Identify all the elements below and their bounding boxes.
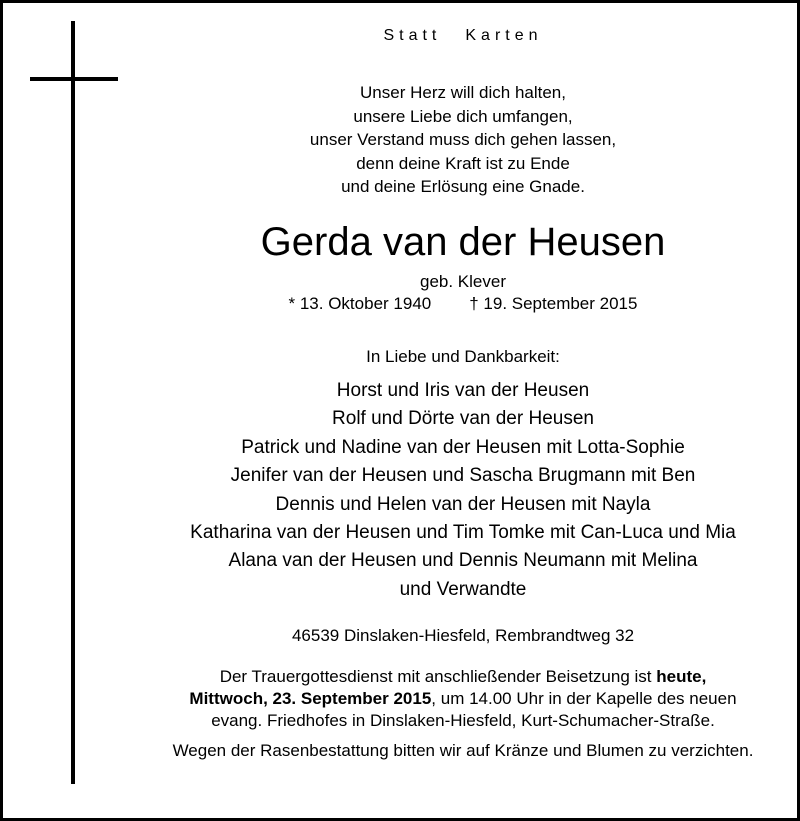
header-word-2: Karten [465, 27, 543, 44]
poem [123, 81, 800, 199]
service-day: heute, [656, 667, 707, 686]
cross-icon-vertical [71, 21, 75, 784]
poem-line: unsere Liebe dich umfangen, [353, 106, 573, 126]
birth-date: * 13. Oktober 1940 [288, 294, 432, 313]
service-location: evang. Friedhofes in Dinslaken-Hiesfeld, Kurt-Schumacher-Straße. [211, 711, 715, 730]
family-address: 46539 Dinslaken-Hiesfeld, Rembrandtweg 32 [291, 626, 635, 645]
statt-karten-header [123, 27, 800, 45]
mourners-list [123, 377, 800, 604]
service-text-2: , um 14.00 Uhr in der Kapelle des neuen [431, 689, 737, 708]
mourner-line: Patrick und Nadine van der Heusen mit Lotta-Sophie [241, 436, 685, 458]
poem-line: Unser Herz will dich halten, [360, 83, 566, 102]
mourners-intro: In Liebe und Dankbarkeit: [366, 347, 560, 366]
flower-request: Wegen der Rasenbestattung bitten wir auf Kränze und Blumen zu verzichten. [172, 741, 754, 760]
mourner-line: Katharina van der Heusen und Tim Tomke mit Can-Luca und Mia [190, 522, 736, 544]
death-date: † 19. September 2015 [469, 294, 638, 313]
poem-line: unser Verstand muss dich gehen lassen, [309, 130, 617, 149]
birth-name: geb. Klever [420, 272, 506, 291]
mourner-line: Horst und Iris van der Heusen [336, 380, 590, 401]
cross-icon-horizontal [30, 77, 118, 81]
poem-line: und deine Erlösung eine Gnade. [341, 177, 585, 196]
life-dates [123, 293, 800, 315]
deceased-name: Gerda van der Heusen [260, 220, 666, 264]
service-date: Mittwoch, 23. September 2015 [189, 689, 432, 708]
service-details [123, 666, 800, 732]
mourner-line: Rolf und Dörte van der Heusen [332, 408, 594, 430]
mourner-line: und Verwandte [399, 578, 527, 600]
service-text-1: Der Trauergottesdienst mit anschließender Beisetzung ist [219, 667, 657, 686]
poem-line: denn deine Kraft ist zu Ende [356, 153, 570, 173]
header-word-1: Statt [383, 27, 442, 44]
mourner-line: Jenifer van der Heusen und Sascha Brugmann mit Ben [230, 465, 696, 487]
mourner-line: Alana van der Heusen und Dennis Neumann mit Melina [228, 550, 698, 572]
mourner-line: Dennis und Helen van der Heusen mit Nayla [275, 493, 651, 515]
